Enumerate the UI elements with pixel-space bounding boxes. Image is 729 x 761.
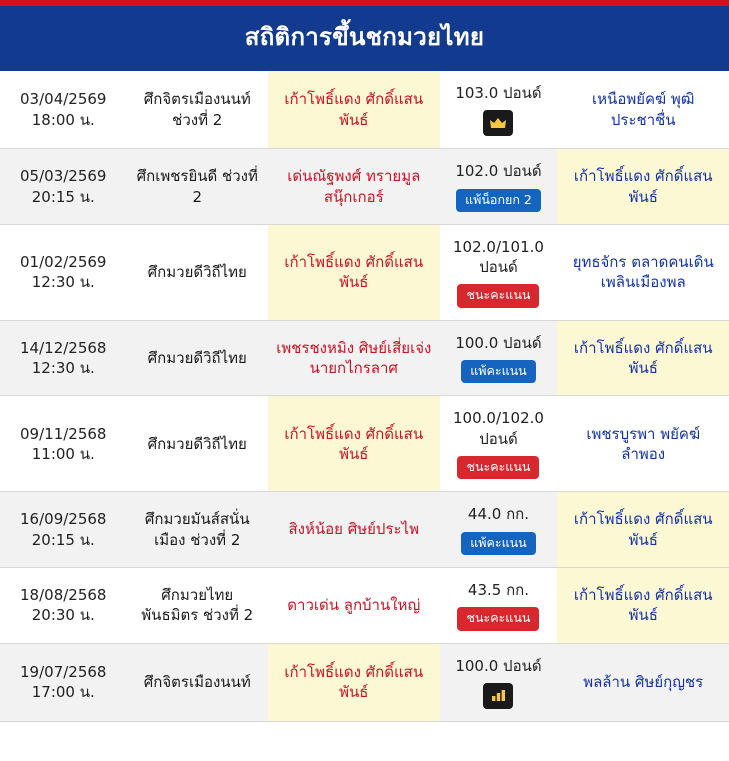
weight-and-result — [440, 71, 558, 149]
red-corner-fighter-link[interactable]: เพชรชงหมิง ศิษย์เสี่ยเจ่งนายกไกรลาศ — [276, 338, 432, 378]
fight-weight: 100.0 ปอนด์ — [455, 333, 542, 352]
weight-and-result — [440, 149, 558, 225]
fight-stats-table — [0, 71, 729, 722]
fight-event-name: ศึกมวยดีวิถีไทย — [147, 263, 247, 282]
fight-date-day: 05/03/2569 — [20, 167, 107, 186]
fight-weight: 102.0 ปอนด์ — [455, 162, 542, 181]
result-badge: แพ้น็อกยก 2 — [456, 189, 541, 212]
blue-corner-fighter-link[interactable]: ยุทธจักร ตลาดคนเดินเพลินเมืองพล — [572, 253, 714, 292]
table-row — [0, 149, 729, 225]
fight-date — [0, 224, 127, 320]
red-corner-fighter-link[interactable]: ดาวเด่น ลูกบ้านใหญ่ — [287, 596, 421, 615]
fight-weight: 44.0 กก. — [467, 505, 530, 524]
fight-event-name: ศึกเพชรยินดี ช่วงที่ 2 — [136, 167, 258, 206]
table-row — [0, 492, 729, 568]
weight-and-result — [440, 396, 558, 492]
crown-icon[interactable] — [483, 110, 513, 136]
blue-corner-fighter-link[interactable]: เก้าโพธิ์แดง ศักดิ์แสนพันธ์ — [557, 492, 729, 568]
fight-date — [0, 320, 127, 396]
blue-corner-fighter-link[interactable]: เพชรบูรพา พยัคฆ์ลำพอง — [586, 424, 701, 463]
weight-and-result — [440, 492, 558, 568]
fight-date-day: 03/04/2569 — [20, 90, 107, 109]
blue-corner-fighter-link[interactable]: พลล้าน ศิษย์กุญชร — [583, 673, 704, 691]
table-row — [0, 396, 729, 492]
page-title: สถิติการขึ้นชกมวยไทย — [0, 6, 729, 71]
fight-date-time: 18:00 น. — [31, 110, 95, 129]
fight-weight: 43.5 กก. — [467, 580, 530, 599]
chart-icon[interactable] — [483, 683, 513, 709]
fight-event-name: ศึกมวยมันส์สนั่นเมือง ช่วงที่ 2 — [144, 510, 250, 549]
blue-corner-fighter-link[interactable]: เหนือพยัคฆ์ พุฒิประชาชื่น — [592, 90, 695, 129]
fight-date-day: 14/12/2568 — [20, 338, 107, 357]
weight-and-result — [440, 320, 558, 396]
fight-stats-body — [0, 71, 729, 721]
red-corner-fighter-link[interactable]: เก้าโพธิ์แดง ศักดิ์แสนพันธ์ — [268, 71, 440, 149]
result-badge: ชนะคะแนน — [457, 284, 539, 307]
fight-event-name: ศึกมวยดีวิถีไทย — [147, 434, 247, 453]
fight-date-time: 17:00 น. — [31, 683, 95, 702]
fight-date-day: 09/11/2568 — [20, 424, 107, 443]
fight-date-time: 11:00 น. — [31, 444, 95, 463]
fight-event-name: ศึกมวยดีวิถีไทย — [147, 348, 247, 367]
table-row — [0, 320, 729, 396]
fight-date — [0, 71, 127, 149]
red-corner-fighter-link[interactable]: สิงห์น้อย ศิษย์ประไพ — [288, 520, 419, 539]
fight-date-time: 20:15 น. — [31, 187, 95, 206]
fight-date — [0, 492, 127, 568]
red-corner-fighter-link[interactable]: เก้าโพธิ์แดง ศักดิ์แสนพันธ์ — [268, 643, 440, 721]
fight-date-time: 20:30 น. — [31, 606, 95, 625]
red-corner-fighter-link[interactable]: เด่นณัฐพงศ์ ทรายมูลสนุ๊กเกอร์ — [287, 167, 421, 206]
fight-date-time: 12:30 น. — [31, 273, 95, 292]
blue-corner-fighter-link[interactable]: เก้าโพธิ์แดง ศักดิ์แสนพันธ์ — [557, 320, 729, 396]
fight-weight: 103.0 ปอนด์ — [455, 84, 542, 102]
fight-date-day: 18/08/2568 — [20, 585, 107, 604]
blue-corner-fighter-link[interactable]: เก้าโพธิ์แดง ศักดิ์แสนพันธ์ — [557, 567, 729, 643]
weight-and-result — [440, 567, 558, 643]
fight-weight: 102.0/101.0 ปอนด์ — [453, 237, 544, 277]
fight-weight: 100.0 ปอนด์ — [455, 656, 542, 675]
result-badge: ชนะคะแนน — [457, 456, 539, 479]
fight-date — [0, 567, 127, 643]
fight-date-day: 01/02/2569 — [20, 253, 107, 272]
fight-date-time: 20:15 น. — [31, 530, 95, 549]
fight-date — [0, 149, 127, 225]
result-badge: แพ้คะแนน — [461, 532, 536, 555]
result-badge: แพ้คะแนน — [461, 360, 536, 383]
fight-date — [0, 396, 127, 492]
table-row — [0, 71, 729, 149]
fight-event-name: ศึกจิตรเมืองนนท์ ช่วงที่ 2 — [143, 90, 251, 129]
fight-date-day: 19/07/2568 — [20, 662, 107, 681]
fight-event-name: ศึกจิตรเมืองนนท์ — [143, 673, 251, 691]
fight-date-time: 12:30 น. — [31, 359, 95, 378]
red-corner-fighter-link[interactable]: เก้าโพธิ์แดง ศักดิ์แสนพันธ์ — [268, 224, 440, 320]
weight-and-result — [440, 643, 558, 721]
blue-corner-fighter-link[interactable]: เก้าโพธิ์แดง ศักดิ์แสนพันธ์ — [557, 149, 729, 225]
result-badge: ชนะคะแนน — [457, 607, 539, 630]
fight-weight: 100.0/102.0 ปอนด์ — [453, 409, 544, 448]
table-row — [0, 567, 729, 643]
table-row — [0, 224, 729, 320]
red-corner-fighter-link[interactable]: เก้าโพธิ์แดง ศักดิ์แสนพันธ์ — [268, 396, 440, 492]
weight-and-result — [440, 224, 558, 320]
fight-date-day: 16/09/2568 — [20, 510, 107, 529]
table-row — [0, 643, 729, 721]
fight-event-name: ศึกมวยไทยพันธมิตร ช่วงที่ 2 — [141, 585, 254, 625]
fight-date — [0, 643, 127, 721]
